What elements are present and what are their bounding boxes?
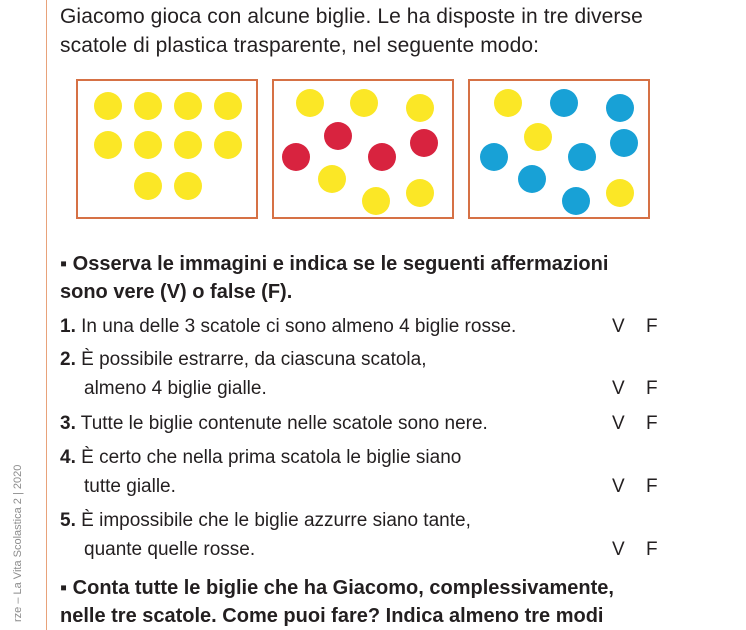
blue-marble xyxy=(568,143,596,171)
red-marble xyxy=(410,129,438,157)
yellow-marble xyxy=(214,92,242,120)
statement-text: È possibile estrarre, da ciascuna scatola, xyxy=(81,349,427,370)
statement-text: È impossibile che le biglie azzurre siano tante, xyxy=(81,510,471,531)
yellow-marble xyxy=(296,89,324,117)
box-2 xyxy=(272,79,454,219)
yellow-marble xyxy=(134,172,162,200)
false-option[interactable]: F xyxy=(646,378,658,399)
statement-number: 4. xyxy=(60,447,76,468)
yellow-marble xyxy=(350,89,378,117)
vf-options-3[interactable] xyxy=(612,409,680,438)
box-3 xyxy=(468,79,650,219)
intro-line-2: scatole di plastica trasparente, nel seguente modo: xyxy=(60,34,540,57)
true-option[interactable]: V xyxy=(612,316,625,337)
true-option[interactable]: V xyxy=(612,378,625,399)
instruction-2 xyxy=(60,574,700,630)
false-option[interactable]: F xyxy=(646,539,658,560)
statement-number: 2. xyxy=(60,349,76,370)
statement-number: 5. xyxy=(60,510,76,531)
instruction-2-line-2: nelle tre scatole. Come puoi fare? Indica almeno tre modi xyxy=(60,605,604,627)
yellow-marble xyxy=(406,179,434,207)
statement-1 xyxy=(60,312,680,341)
false-option[interactable]: F xyxy=(646,316,658,337)
red-marble xyxy=(324,122,352,150)
yellow-marble xyxy=(174,131,202,159)
statement-5 xyxy=(60,506,680,564)
intro-line-1: Giacomo gioca con alcune biglie. Le ha disposte in tre diverse xyxy=(60,5,643,28)
statement-4 xyxy=(60,443,680,501)
statement-3 xyxy=(60,409,680,438)
false-option[interactable]: F xyxy=(646,413,658,434)
false-option[interactable]: F xyxy=(646,476,658,497)
red-marble xyxy=(368,143,396,171)
blue-marble xyxy=(606,94,634,122)
statement-text: È certo che nella prima scatola le biglie siano xyxy=(81,447,462,468)
bullet: ▪ xyxy=(60,577,68,599)
blue-marble xyxy=(550,89,578,117)
yellow-marble xyxy=(362,187,390,215)
yellow-marble xyxy=(174,172,202,200)
vf-options-1[interactable] xyxy=(612,312,680,341)
yellow-marble xyxy=(174,92,202,120)
statement-text-cont: tutte gialle. xyxy=(84,476,176,497)
vf-options-4[interactable] xyxy=(612,472,680,501)
statement-text: In una delle 3 scatole ci sono almeno 4 biglie rosse. xyxy=(81,316,517,337)
instruction-1-line-1: Osserva le immagini e indica se le seguenti affermazioni xyxy=(72,253,609,275)
statement-text-cont: quante quelle rosse. xyxy=(84,539,256,560)
true-option[interactable]: V xyxy=(612,539,625,560)
yellow-marble xyxy=(494,89,522,117)
yellow-marble xyxy=(524,123,552,151)
red-marble xyxy=(282,143,310,171)
instruction-1-line-2: sono vere (V) o false (F). xyxy=(60,281,293,303)
yellow-marble xyxy=(214,131,242,159)
box-1 xyxy=(76,79,258,219)
statement-2 xyxy=(60,345,680,403)
blue-marble xyxy=(518,165,546,193)
vf-options-2[interactable] xyxy=(612,374,680,403)
yellow-marble xyxy=(318,165,346,193)
statement-text: Tutte le biglie contenute nelle scatole sono nere. xyxy=(80,413,488,434)
yellow-marble xyxy=(134,131,162,159)
yellow-marble xyxy=(406,94,434,122)
bullet: ▪ xyxy=(60,253,68,275)
statement-text-cont: almeno 4 biglie gialle. xyxy=(84,378,267,399)
yellow-marble xyxy=(94,131,122,159)
statement-number: 1. xyxy=(60,316,76,337)
true-option[interactable]: V xyxy=(612,413,625,434)
yellow-marble xyxy=(94,92,122,120)
instruction-2-line-1: Conta tutte le biglie che ha Giacomo, complessivamente, xyxy=(72,577,614,599)
instruction-1 xyxy=(60,250,700,306)
vf-options-5[interactable] xyxy=(612,535,680,564)
statement-number: 3. xyxy=(60,413,76,434)
yellow-marble xyxy=(606,179,634,207)
blue-marble xyxy=(480,143,508,171)
blue-marble xyxy=(562,187,590,215)
true-option[interactable]: V xyxy=(612,476,625,497)
intro-text xyxy=(60,2,690,60)
blue-marble xyxy=(610,129,638,157)
yellow-marble xyxy=(134,92,162,120)
left-margin-line xyxy=(46,0,47,630)
